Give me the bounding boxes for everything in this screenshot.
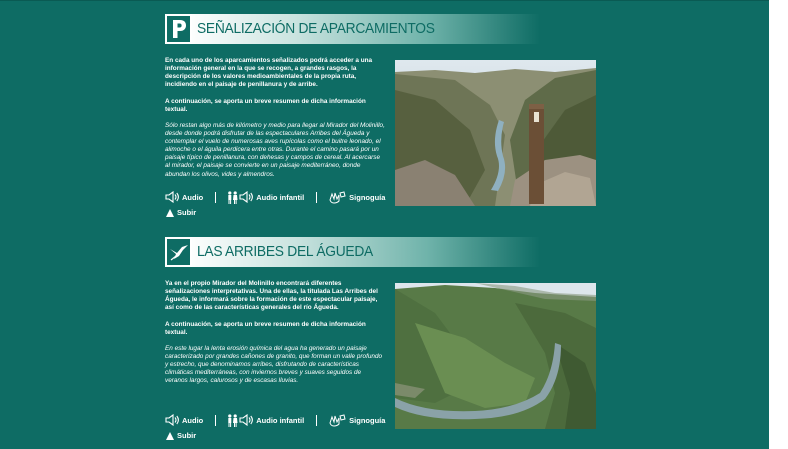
signoguia-label: Signoguía [349,415,386,425]
signoguia-button[interactable] [328,414,385,427]
sign-language-icon [328,414,346,427]
intro-paragraph: Ya en el propio Mirador del Molinillo encontrará diferentes señalizaciones interpretativas. Una de ellas, la titulada Las Arribes del Águeda, le informará sobre la formación de este espectacular paisaje, así como de las características generales del río Águeda. [165,280,378,312]
speaker-icon [239,414,255,426]
section-header [165,14,540,44]
speaker-icon [165,191,181,203]
subir-label: Subir [177,431,197,440]
signoguia-label: Signoguía [349,192,386,202]
audio-button[interactable] [165,191,203,203]
divider [316,192,317,203]
description-paragraph: En este lugar la lenta erosión química del agua ha generado un paisaje caracterizado por grandes cañones de granito, que forman un valle profundo y estrecho, que denominamos arribes, disfrutando de características climáticas mediterráneas, con inviernos breves y suaves seguidos de veranos largos, calurosos y de escasas lluvias. [165,344,383,385]
divider [215,192,216,203]
audio-label: Audio [182,192,204,202]
section-aparcamientos [0,0,769,222]
audio-label: Audio [182,415,204,425]
divider [316,415,317,426]
audio-infantil-button[interactable] [227,191,304,204]
section-header [165,237,540,267]
divider [215,415,216,426]
intro-paragraph: En cada uno de los aparcamientos señalizados podrá acceder a una información general en la que se recogen, a grandes rasgos, la descripción de los valores medioambientales de la propia ruta, incidiendo en el paisaje de penillanura y de arribe. [165,57,373,89]
landscape-photo-river [395,283,596,429]
audio-infantil-button[interactable] [227,414,304,427]
up-arrow-icon [166,209,174,217]
section-title: LAS ARRIBES DEL ÁGUEDA [197,243,373,260]
media-toolbar [165,413,385,427]
section-text [165,57,385,187]
sign-language-icon [328,191,346,204]
subir-label: Subir [177,208,197,217]
section-arribes [0,223,769,445]
bird-flight-icon [165,237,192,267]
children-icon [227,414,238,427]
landscape-photo-gorge [395,60,596,206]
children-icon [227,191,238,204]
audio-infantil-label: Audio infantil [256,415,305,425]
media-toolbar [165,190,385,204]
audio-button[interactable] [165,414,203,426]
speaker-icon [165,414,181,426]
section-text [165,280,385,394]
description-paragraph: Sólo restan algo más de kilómetro y medio para llegar al Mirador del Molinillo, desde donde podrá disfrutar de las espectaculares Arribes del Águeda y contemplar el vuelo de numerosas aves rupícolas como el buitre leonado, el alimoche o el águila perdicera entre otras. Durante el camino pasará por un paisaje típico de penillanura, con dehesas y campos de cereal. Al acercarse al mirador, el paisaje se convierte en un paisaje mediterráneo, donde abundan los olivos, vides y almendros. [165,121,385,178]
subir-button[interactable] [166,431,196,440]
summary-paragraph: A continuación, se aporta un breve resumen de dicha información textual. [165,320,366,336]
parking-icon [165,14,192,44]
up-arrow-icon [166,432,174,440]
speaker-icon [239,191,255,203]
signoguia-button[interactable] [328,191,385,204]
section-title: SEÑALIZACIÓN DE APARCAMIENTOS [197,20,435,37]
audio-infantil-label: Audio infantil [256,192,305,202]
subir-button[interactable] [166,208,196,217]
summary-paragraph: A continuación, se aporta un breve resumen de dicha información textual. [165,97,366,113]
